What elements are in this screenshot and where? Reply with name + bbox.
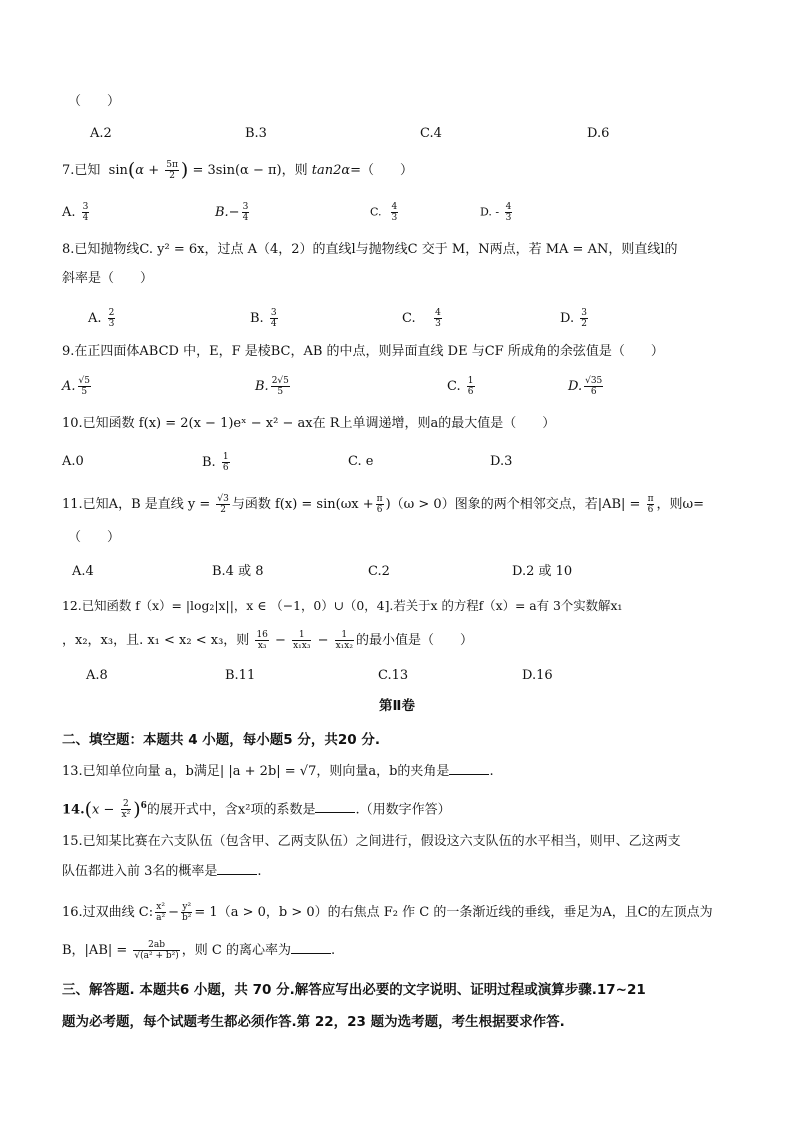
q10-option-a: A.0	[62, 454, 84, 469]
q13-blank	[449, 762, 489, 775]
q12-option-c: C.13	[378, 668, 409, 683]
q16-stem-line2: B，|AB| = $\frac{2ab}{\text{√(a² + b²)}}$ ，则 C 的离心率为 .	[62, 940, 336, 961]
q8-option-b: B. $\frac{3}{4}$	[250, 308, 277, 329]
q7-option-d: D. - $\frac{4}{3}$	[480, 202, 512, 223]
q8-option-c: C. $\frac{4}{3}$	[402, 308, 441, 329]
q11-option-c: C.2	[368, 564, 390, 579]
q12-stem-line2: ，x₂，x₃，且. x₁ < x₂ < x₃，则 $\frac{16}{\text{x₃}}$ − $\frac{1}{\text{x₁x₃}}$ − $\frac{1}{\text{x₁x₂}}$ 的最小值是（ ）	[62, 630, 473, 651]
q15-blank	[217, 862, 257, 875]
answer-paren: （ ）	[68, 94, 121, 109]
q11-option-d: D.2 或 10	[512, 564, 573, 579]
q12-option-a: A.8	[86, 668, 108, 683]
q15-stem-line1: 15.已知某比赛在六支队伍（包含甲、乙两支队伍）之间进行，假设这六支队伍的水平相当，则甲、乙这两支	[62, 834, 681, 849]
q11-stem: 11.已知A，B 是直线 y = $\frac{√3}{2}$ 与函数 f(x) = sin(ωx + $\frac{\pi}{6}$ )（ω > 0）图象的两个相邻交点，若|AB| = $\frac{\pi}{6}$ ，则ω=	[62, 494, 704, 515]
q9-option-a: A. $\frac{√5}{5}$	[62, 376, 90, 397]
q7-option-b: B.− $\frac{3}{4}$	[215, 202, 249, 223]
q13-stem: 13.已知单位向量 a，b满足| |a + 2b| = √7，则向量a，b的夹角是 .	[62, 764, 494, 779]
q7-stem: 7.已知 sin(α + $\frac{5\pi}{2}$ ) = 3sin(α − π)，则 tan2α=（ ）	[62, 159, 414, 181]
q6-option-b: B.3	[245, 126, 267, 141]
q8-stem-line2: 斜率是（ ）	[62, 271, 154, 286]
q6-option-d: D.6	[587, 126, 610, 141]
q8-option-d: D. $\frac{3}{2}$	[560, 308, 587, 329]
q12-option-d: D.16	[522, 668, 553, 683]
q12-stem-line1: 12.已知函数 f（x）= |log₂|x||，x ∈ （−1，0）∪（0，4].若关于x 的方程f（x）= a有 3个实数解x₁	[62, 598, 623, 613]
section2-heading: 二、填空题：本题共 4 小题，每小题5 分，共20 分.	[62, 732, 381, 748]
q11-option-b: B.4 或 8	[212, 564, 264, 579]
q9-option-d: D. $\frac{√35}{6}$	[568, 376, 603, 397]
q8-stem-line1: 8.已知抛物线C. y² = 6x，过点 A（4，2）的直线l与抛物线C 交于 M，N两点，若 MA = AN，则直线l的	[62, 242, 678, 257]
q9-option-b: B. $\frac{2√5}{5}$	[255, 376, 289, 397]
q10-option-b: B. $\frac{1}{6}$	[202, 452, 229, 473]
q10-option-d: D.3	[490, 454, 513, 469]
q10-stem: 10.已知函数 f(x) = 2(x − 1)eˣ − x² − ax在 R上单调递增，则a的最大值是（ ）	[62, 416, 556, 431]
q16-blank	[291, 941, 331, 954]
q16-stem-line1: 16.过双曲线 C: $\frac{\text{x²}}{\text{a²}}$ − $\frac{\text{y²}}{\text{b²}}$ = 1（a > 0，b > 0）的右焦点 F₂ 作 C 的一条渐近线的垂线，垂足为A，且C的左顶点为	[62, 902, 713, 923]
q10-option-c: C. e	[348, 454, 374, 469]
section3-heading-line1: 三、解答题. 本题共6 小题，共 70 分.解答应写出必要的文字说明、证明过程或演算步骤.17~21	[62, 982, 646, 998]
q7-option-a: A. $\frac{3}{4}$	[62, 202, 89, 223]
q7-option-c: C. $\frac{4}{3}$	[370, 202, 398, 223]
part2-title: 第Ⅱ卷	[379, 698, 415, 714]
q6-option-c: C.4	[420, 126, 442, 141]
q9-stem: 9.在正四面体ABCD 中，E，F 是棱BC，AB 的中点，则异面直线 DE 与CF 所成角的余弦值是（ ）	[62, 344, 664, 359]
q14-stem: 14.(x − $\frac{2}{\text{x²}}$ )$^6$的展开式中，含x²项的系数是 .（用数字作答）	[62, 798, 451, 821]
q14-blank	[315, 800, 355, 813]
q11-answer-paren: （ ）	[68, 530, 121, 545]
section3-heading-line2: 题为必考题，每个试题考生都必须作答.第 22，23 题为选考题，考生根据要求作答.	[62, 1014, 565, 1030]
q12-option-b: B.11	[225, 668, 256, 683]
q15-stem-line2: 队伍都进入前 3名的概率是 .	[62, 864, 262, 879]
q6-option-a: A.2	[90, 126, 112, 141]
q11-option-a: A.4	[72, 564, 94, 579]
q9-option-c: C. $\frac{1}{6}$	[447, 376, 474, 397]
q8-option-a: A. $\frac{2}{3}$	[88, 308, 115, 329]
